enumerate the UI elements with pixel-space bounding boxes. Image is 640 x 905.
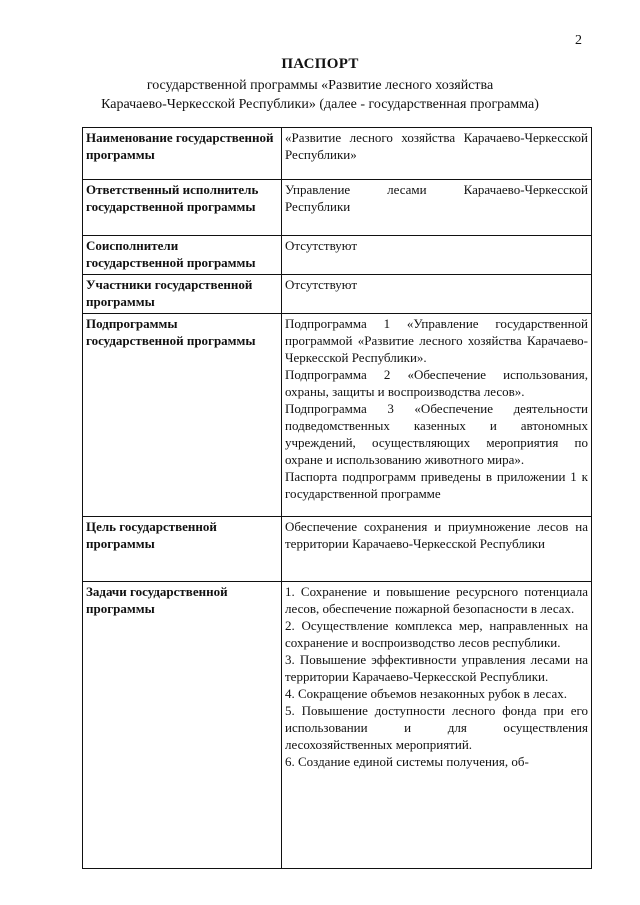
table-row-tasks [83,582,592,869]
table-row-participants [83,275,592,314]
page-number: 2 [575,33,582,48]
table-row-co-executors [83,236,592,275]
table-row-subprograms [83,314,592,517]
table-row-responsible [83,180,592,236]
task-item: 6. Создание единой системы получения, об- [285,754,529,769]
row-label-name: Наименование государственной программы [83,128,282,180]
task-item: 4. Сокращение объемов незаконных рубок в лесах. [285,686,567,701]
row-label-co-executors: Соисполнители государственной программы [83,236,282,275]
task-item: 2. Осуществление комплекса мер, направленных на сохранение и воспроизводство лесов республики. [285,618,588,650]
row-label-participants: Участники государственной программы [83,275,282,314]
row-label-subprograms: Подпрограммы государственной программы [83,314,282,517]
document-subtitle [0,76,640,114]
table-row-goal [83,517,592,582]
row-value-tasks [282,582,592,869]
subprogram-item: Подпрограмма 3 «Обеспечение деятельности подведомственных казенных и автономных учреждений, осуществляющих мероприятия по охране и использованию животного мира». [285,401,588,467]
row-label-goal: Цель государственной программы [83,517,282,582]
row-value-participants: Отсутствуют [282,275,592,314]
subprogram-item: Подпрограмма 2 «Обеспечение использования, охраны, защиты и воспроизводства лесов». [285,367,588,399]
document-title: ПАСПОРТ [281,56,359,72]
row-value-responsible: Управление лесами Карачаево-Черкесской Республики [282,180,592,236]
passport-table [82,127,592,869]
row-label-responsible: Ответственный исполнитель государственной программы [83,180,282,236]
task-item: 1. Сохранение и повышение ресурсного потенциала лесов, обеспечение пожарной безопасности в лесах. [285,584,588,616]
subprogram-item: Подпрограмма 1 «Управление государственной программой «Развитие лесного хозяйства Карачаево-Черкесской Республики». [285,316,588,365]
table-row-name [83,128,592,180]
task-item: 3. Повышение эффективности управления лесами на территории Карачаево-Черкесской Республики. [285,652,588,684]
row-value-goal: Обеспечение сохранения и приумножение лесов на территории Карачаево-Черкесской Республики [282,517,592,582]
subtitle-line-1: государственной программы «Развитие лесного хозяйства [146,78,494,93]
subtitle-line-2: Карачаево-Черкесской Республики» (далее - государственная программа) [101,97,539,112]
row-value-name: «Развитие лесного хозяйства Карачаево-Черкесской Республики» [282,128,592,180]
subprogram-item: Паспорта подпрограмм приведены в приложении 1 к государственной программе [285,469,588,501]
row-value-co-executors: Отсутствуют [282,236,592,275]
task-item: 5. Повышение доступности лесного фонда при его использовании и для осуществления лесохозяйственных мероприятий. [285,703,588,752]
row-label-tasks: Задачи государственной программы [83,582,282,869]
row-value-subprograms [282,314,592,517]
